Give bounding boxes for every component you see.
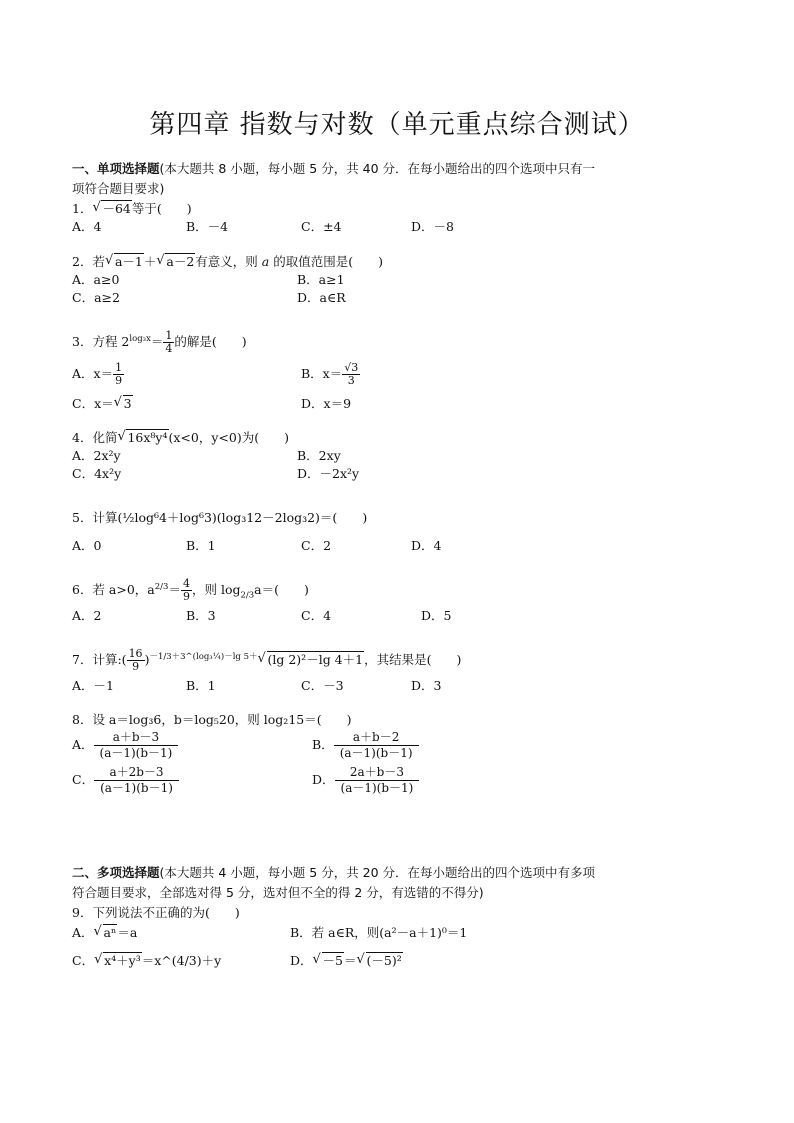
q3-option-a[interactable]: A．x＝ $\frac{1}{9}$	[72, 361, 123, 388]
q9-option-c[interactable]: C．√ x⁴＋y³＝x^(4/3)＋y	[72, 955, 221, 968]
section1-desc-continued: 项符合题目要求)	[72, 181, 165, 196]
q3-option-c[interactable]: C．x＝√ 3	[72, 398, 133, 411]
q7-option-b[interactable]: B．1	[186, 678, 216, 693]
q1-option-a[interactable]: A．4	[72, 219, 102, 234]
q2-option-b[interactable]: B．a≥1	[297, 272, 345, 287]
q5-option-a[interactable]: A．0	[72, 538, 102, 553]
q7-option-d[interactable]: D．3	[411, 678, 442, 693]
q1-option-d[interactable]: D．－8	[411, 219, 454, 234]
question-3: 3．方程 $2^{log_3x}=$ $\frac{1}{4}$ 的解是( )	[72, 329, 247, 356]
q4-option-c[interactable]: C．4x²y	[72, 466, 122, 481]
question-5: 5．计算(½log⁶4＋log⁶3)(log₃12－2log₃2)＝( )	[72, 510, 368, 525]
q9-option-a[interactable]: A．√ aⁿ＝a	[72, 927, 137, 940]
q9-option-d[interactable]: D．√ －5＝√ (－5)²	[290, 955, 403, 968]
q6-option-c[interactable]: C．4	[301, 608, 332, 623]
q6-option-b[interactable]: B．3	[186, 608, 216, 623]
q2-option-a[interactable]: A．a≥0	[72, 272, 120, 287]
question-9: 9．下列说法不正确的为( )	[72, 905, 240, 920]
q2-option-d[interactable]: D．a∈R	[297, 290, 346, 305]
question-6: 6．若 a>0，$a^{2/3}=$ $\frac{4}{9}$ ，则 $\log_{2/3}a=$( )	[72, 577, 309, 604]
q8-option-d[interactable]: D． $\frac{2a+b-3}{(a-1)(b-1)}$	[312, 765, 419, 796]
q1-option-b[interactable]: B．－4	[186, 219, 229, 234]
question-2: 2．若√ a－1＋√ a－2有意义，则 a 的取值范围是( )	[72, 256, 383, 269]
q5-option-b[interactable]: B．1	[186, 538, 216, 553]
q3-option-d[interactable]: D．x＝9	[301, 396, 352, 411]
q8-option-b[interactable]: B． $\frac{a+b-2}{(a-1)(b-1)}$	[312, 730, 419, 761]
question-7: 7．计算:( $\frac{16}{9}$ )$^{-1/3+3\^{}(log_3\frac{1}{4})-lg 5+}$√ (lg 2)²－lg 4＋1，其结果是( )	[72, 648, 461, 673]
radical: √ －64	[92, 203, 131, 216]
section1-heading: 一、单项选择题(本大题共 8 小题，每小题 5 分，共 40 分．在每小题给出的四个选项中只有一	[72, 161, 596, 176]
question-1: 1．√ －64等于( )	[72, 203, 192, 216]
q6-option-a[interactable]: A．2	[72, 608, 102, 623]
q6-option-d[interactable]: D．5	[421, 608, 452, 623]
q8-option-a[interactable]: A． $\frac{a+b-3}{(a-1)(b-1)}$	[72, 730, 178, 761]
q2-option-c[interactable]: C．a≥2	[72, 290, 120, 305]
section2-desc-continued: 符合题目要求，全部选对得 5 分，选对但不全的得 2 分，有选错的不得分)	[72, 885, 484, 900]
q3-option-b[interactable]: B．x＝ $\frac{√3}{3}$	[301, 361, 359, 388]
q8-option-c[interactable]: C． $\frac{a+2b-3}{(a-1)(b-1)}$	[72, 765, 179, 796]
question-4: 4．化简√ 16x⁸y⁴(x<0，y<0)为( )	[72, 432, 289, 445]
q1-option-c[interactable]: C．±4	[301, 219, 342, 234]
q4-option-a[interactable]: A．2x²y	[72, 448, 121, 463]
question-8: 8．设 a＝log₃6，b＝log₅20，则 log₂15＝( )	[72, 712, 352, 727]
q7-option-a[interactable]: A．－1	[72, 678, 114, 693]
q5-option-c[interactable]: C．2	[301, 538, 332, 553]
q7-option-c[interactable]: C．－3	[301, 678, 344, 693]
q4-option-d[interactable]: D．－2x²y	[297, 466, 360, 481]
page-title: 第四章 指数与对数（单元重点综合测试）	[149, 110, 645, 140]
section2-heading: 二、多项选择题(本大题共 4 小题，每小题 5 分，共 20 分．在每小题给出的四个选项中有多项	[72, 865, 596, 880]
q5-option-d[interactable]: D．4	[411, 538, 442, 553]
q4-option-b[interactable]: B．2xy	[297, 448, 341, 463]
q9-option-b[interactable]: B．若 a∈R，则(a²－a＋1)⁰＝1	[290, 925, 468, 940]
